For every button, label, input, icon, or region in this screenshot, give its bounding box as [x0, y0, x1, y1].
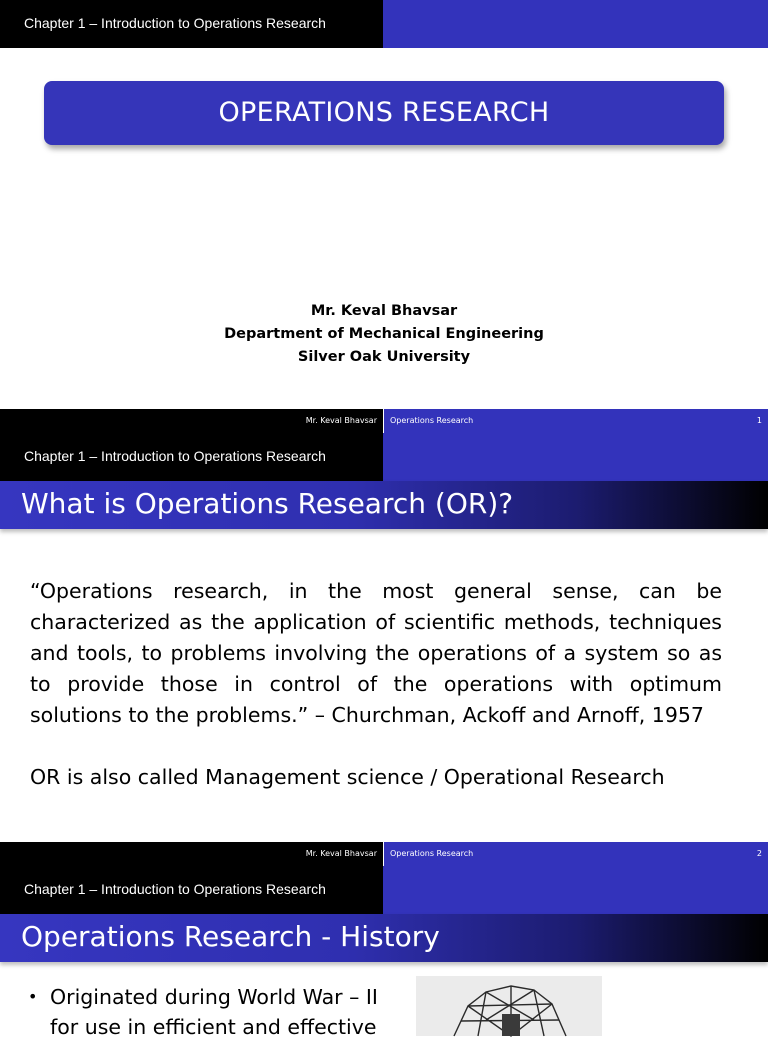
slide-heading-band [0, 481, 768, 529]
chapter-title: Chapter 1 – Introduction to Operations Research [24, 448, 326, 464]
history-slide [0, 866, 768, 1039]
page-number: 2 [756, 849, 762, 858]
slide-footer [0, 409, 768, 433]
radar-photo [416, 976, 602, 1036]
author-block [0, 300, 768, 369]
also-called-note: OR is also called Management science / Operational Research [30, 765, 665, 789]
chapter-bar [0, 866, 768, 914]
chapter-bar [0, 433, 768, 481]
slide-heading: Operations Research - History [21, 920, 440, 953]
author-department: Department of Mechanical Engineering [224, 326, 544, 342]
slide-footer [0, 842, 768, 866]
author-name: Mr. Keval Bhavsar [310, 303, 458, 319]
chapter-bar [0, 0, 768, 48]
footer-author: Mr. Keval Bhavsar [305, 416, 377, 425]
definition-slide [0, 433, 768, 866]
bullet-text-line2: for use in efficient and effective [50, 1015, 377, 1039]
bullet-text-line1: Originated during World War – II [50, 985, 378, 1009]
bullet-dot: • [28, 987, 38, 1006]
radar-antenna-image [416, 976, 602, 1036]
page-number: 1 [756, 416, 762, 425]
slide-heading-band [0, 914, 768, 962]
chapter-title: Chapter 1 – Introduction to Operations Research [24, 15, 326, 31]
presentation-title: OPERATIONS RESEARCH [44, 81, 724, 145]
title-slide [0, 0, 768, 433]
author-university: Silver Oak University [297, 349, 471, 365]
definition-quote: “Operations research, in the most general sense, can be characterized as the application of scientific methods, techniques and tools, to problems involving the operations of a system so as to provide those in control of the operations with optimum solutions to the problems.” – Churchman, Ackoff and Arnoff, 1957 [30, 579, 722, 727]
footer-author: Mr. Keval Bhavsar [305, 849, 377, 858]
slide-heading: What is Operations Research (OR)? [21, 487, 514, 520]
footer-course: Operations Research [390, 849, 474, 858]
chapter-title: Chapter 1 – Introduction to Operations Research [24, 881, 326, 897]
footer-course: Operations Research [390, 416, 474, 425]
